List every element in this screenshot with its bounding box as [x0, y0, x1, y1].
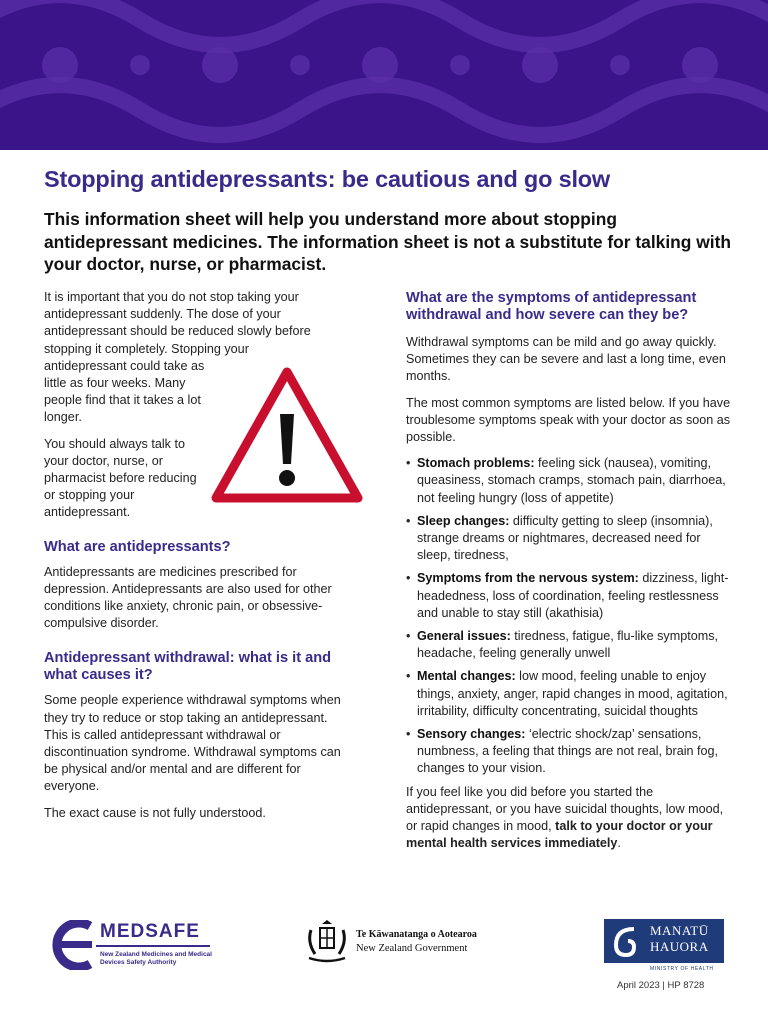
intro-paragraph-1: It is important that you do not stop taking your antidepressant suddenly. The dose of your antidepressant should be reduced slowly before stopping it completely. Stopping your [44, 290, 311, 356]
what-are-paragraph: Antidepressants are medicines prescribed for depression. Antidepressants are also used for other conditions like anxiety, chronic pain, or obsessive-compulsive disorder. [44, 564, 332, 631]
header-banner [0, 0, 768, 150]
heading-symptoms: What are the symptoms of antidepressant withdrawal and how severe can they be? [406, 290, 697, 323]
symptoms-paragraph-2: The most common symptoms are listed below. If you have troublesome symptoms speak with your doctor as soon as possible. [406, 395, 731, 445]
withdrawal-paragraph: Some people experience withdrawal symptoms when they try to reduce or stop taking an antidepressant. This is called antidepressant withdrawal or discontinuation syndrome. Withdrawal symptoms can be physical and/or mental and are different for everyone. [44, 693, 341, 794]
right-column [406, 290, 731, 861]
list-item: • Symptoms from the nervous system: dizziness, light-headedness, loss of coordination, feeling restlessness and unable to stay still (akathisia) [406, 570, 731, 622]
medsafe-name: MEDSAFE [100, 921, 200, 942]
list-item: • General issues: tiredness, fatigue, flu-like symptoms, headache, feeling generally unwell [406, 628, 731, 662]
moh-subtitle: MINISTRY OF HEALTH [650, 966, 714, 972]
nz-coat-of-arms-icon [303, 918, 351, 964]
closing-paragraph: If you feel like you did before you started the antidepressant, or you have suicidal thoughts, low mood, or rapid changes in mood, talk to your doctor or your mental health services immediately. [406, 784, 724, 851]
moh-name-line-1: MANATŪ [650, 923, 709, 938]
intro-paragraph-1b: antidepressant could take as little as four weeks. Many people find that it takes a lot longer. [44, 358, 205, 425]
gov-name-maori: Te Kāwanatanga o Aotearoa [356, 929, 477, 940]
footer-date-code: April 2023 | HP 8728 [617, 980, 705, 991]
list-item: • Mental changes: low mood, feeling unable to enjoy things, anxiety, anger, rapid changes in mood, agitation, irritability, difficulty concentrating, suicidal thoughts [406, 668, 731, 720]
talk-paragraph: You should always talk to your doctor, nurse, or pharmacist before reducing or stopping your antidepressant. [44, 436, 197, 520]
page-title: Stopping antidepressants: be cautious and go slow [44, 166, 611, 192]
symptom-list [406, 455, 731, 777]
intro-text: This information sheet will help you understand more about stopping antidepressant medicines. The information sheet is not a substitute for talking with your doctor, nurse, or pharmacist. [44, 209, 732, 274]
list-item: • Sleep changes: difficulty getting to sleep (insomnia), strange dreams or nightmares, decreased need for sleep, tiredness, [406, 513, 731, 565]
divider [96, 945, 210, 947]
cause-paragraph: The exact cause is not fully understood. [44, 805, 266, 820]
moh-name-line-2: HAUORA [650, 939, 709, 954]
symptoms-paragraph-1: Withdrawal symptoms can be mild and go away quickly. Sometimes they can be severe and last a long time, even months. [406, 335, 726, 384]
gov-name-english: New Zealand Government [356, 943, 468, 954]
koru-pattern [0, 0, 768, 150]
list-item: • Stomach problems: feeling sick (nausea), vomiting, queasiness, stomach cramps, stomach pain, diarrhoea, not feeling hungry (loss of appetite) [406, 455, 731, 507]
heading-withdrawal: Antidepressant withdrawal: what is it and what causes it? [44, 650, 332, 684]
list-item: • Sensory changes: ‘electric shock/zap’ sensations, numbness, a feeling that things are not real, brain fog, changes to your vision. [406, 726, 731, 778]
medsafe-subtitle: New Zealand Medicines and Medical Devices Safety Authority [100, 951, 212, 966]
warning-icon [210, 364, 364, 506]
koru-icon [604, 919, 648, 963]
heading-what-are: What are antidepressants? [44, 538, 231, 555]
